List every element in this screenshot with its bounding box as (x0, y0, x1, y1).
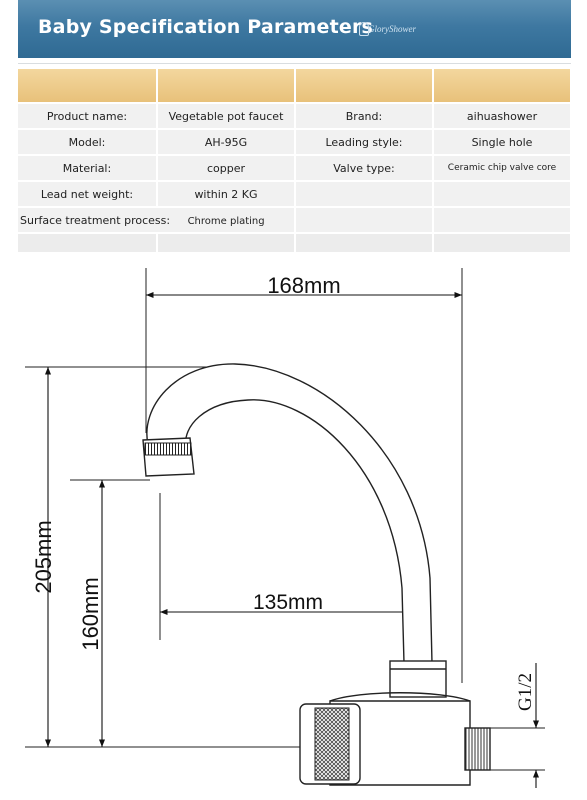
spec-label: Product name: (18, 103, 157, 129)
spec-label: Surface treatment process: (20, 213, 171, 227)
header-cell (433, 69, 571, 103)
title-banner (18, 0, 571, 58)
spec-value: Ceramic chip valve core (433, 155, 571, 181)
header-cell (295, 69, 433, 103)
spec-label: Valve type: (295, 155, 433, 181)
table-row (18, 207, 571, 233)
spec-value: copper (157, 155, 295, 181)
reach-dimension-label: 135mm (252, 591, 324, 614)
spec-label: Brand: (295, 103, 433, 129)
page-title: Baby Specification Parameters (38, 16, 374, 38)
spec-value: Single hole (433, 129, 571, 155)
table-row (18, 181, 571, 207)
extension-lines (25, 268, 545, 770)
empty-cell (18, 233, 157, 253)
empty-cell (295, 233, 433, 253)
spec-label: Lead net weight: (18, 181, 157, 207)
spec-value: AH-95G (157, 129, 295, 155)
spec-label (295, 181, 433, 207)
empty-cell (157, 233, 295, 253)
spec-value: aihuashower (433, 103, 571, 129)
spec-value (433, 207, 571, 233)
spec-value: Vegetable pot faucet (157, 103, 295, 129)
header-cell (18, 69, 157, 103)
table-row (18, 233, 571, 253)
table-row (18, 129, 571, 155)
spec-label (295, 207, 433, 233)
spec-label-wide (18, 207, 295, 233)
spec-value: Chrome plating (187, 215, 265, 227)
header-cell (157, 69, 295, 103)
spec-label: Material: (18, 155, 157, 181)
spec-table-header (18, 69, 571, 103)
thread-dimension-label: G1/2 (515, 673, 536, 711)
spec-value (433, 181, 571, 207)
brand-logo-text: GloryShower (368, 24, 416, 34)
empty-cell (433, 233, 571, 253)
total-height-dimension-label: 205mm (31, 520, 56, 594)
spec-value: within 2 KG (157, 181, 295, 207)
faucet-outline (143, 364, 490, 785)
width-dimension-label: 168mm (267, 273, 341, 298)
spout-height-dimension-label: 160mm (78, 577, 103, 651)
faucet-dimension-drawing (0, 258, 587, 800)
spec-label: Leading style: (295, 129, 433, 155)
divider (18, 63, 571, 64)
table-row (18, 103, 571, 129)
table-row (18, 155, 571, 181)
spec-table (18, 69, 572, 254)
spec-label: Model: (18, 129, 157, 155)
